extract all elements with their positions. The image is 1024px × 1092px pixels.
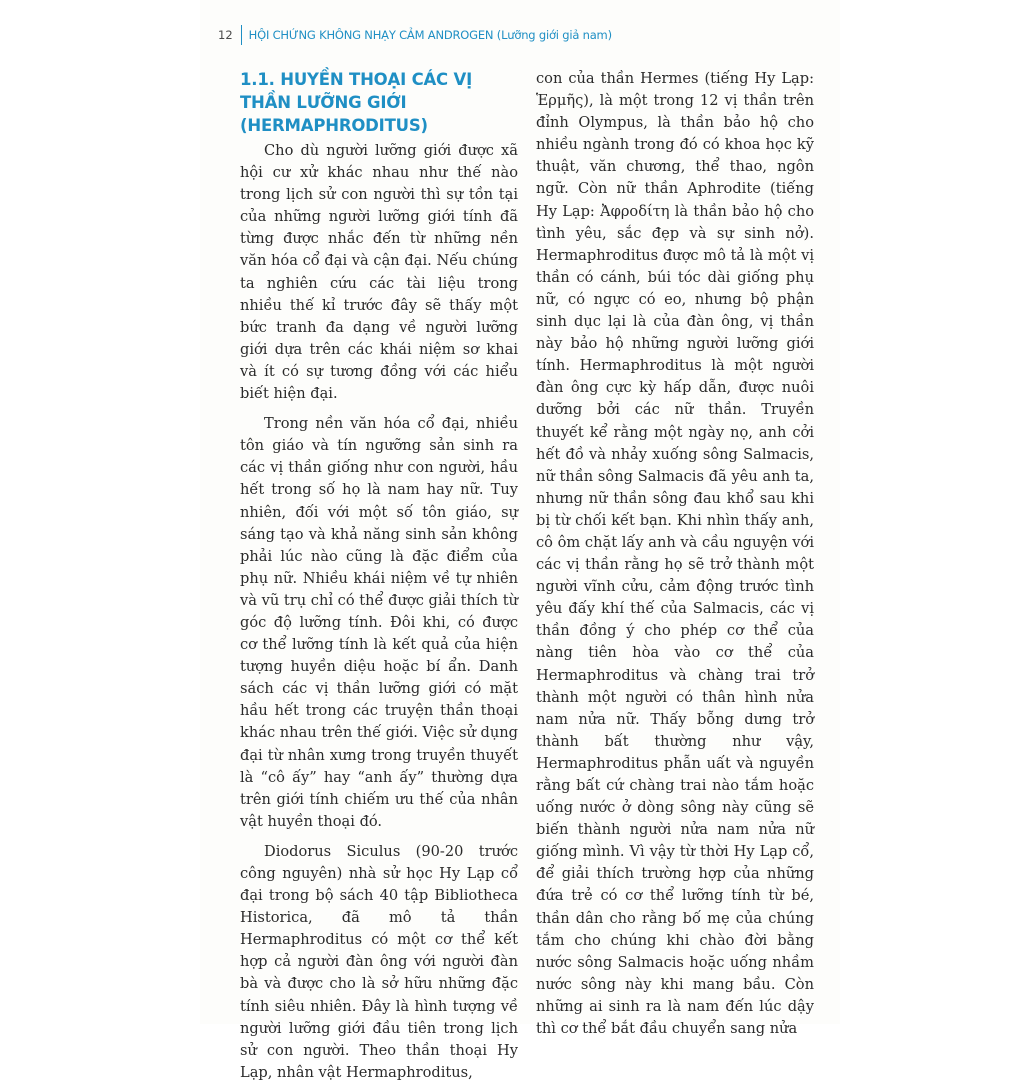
paragraph: Diodorus Siculus (90-20 trước công nguyên) nhà sử học Hy Lạp cổ đại trong bộ sách 40 tập Bibliotheca Historica, đã mô tả thần Hermaphroditus có một cơ thể kết hợp cả người đàn ông với người đàn bà và được cho là sở hữu những đặc tính siêu nhiên. Đây là hình tượng về người lưỡng giới đầu tiên trong lịch sử con người. Theo thần thoại Hy Lạp, nhân vật Hermaphroditus, — [240, 842, 518, 1081]
paragraph: Trong nền văn hóa cổ đại, nhiều tôn giáo và tín ngưỡng sản sinh ra các vị thần giống như con người, hầu hết trong số họ là nam hay nữ. Tuy nhiên, đối với một số tôn giáo, sự sáng tạo và khả năng sinh sản không phải lúc nào cũng là đặc điểm của phụ nữ. Nhiều khái niệm về tự nhiên và vũ trụ chỉ có thể được giải thích từ góc độ lưỡng tính. Đôi khi, có được cơ thể lưỡng tính là kết quả của hiện tượng huyền diệu hoặc bí ẩn. Danh sách các vị thần lưỡng giới có mặt hầu hết trong các truyện thần thoại khác nhau trên thế giới. Việc sử dụng đại từ nhân xưng trong truyền thuyết là “cô ấy” hay “anh ấy” thường dựa trên giới tính chiếm ưu thế của nhân vật huyền thoại đó. — [240, 415, 518, 830]
page-header — [218, 24, 612, 46]
paragraph: con của thần Hermes (tiếng Hy Lạp: Ἑρμῆς), là một trong 12 vị thần trên đỉnh Olympus, là thần bảo hộ cho nhiều ngành trong đó có khoa học kỹ thuật, văn chương, thể thao, ngôn ngữ. Còn nữ thần Aphrodite (tiếng Hy Lạp: Ἀφροδίτη là thần bảo hộ cho tình yêu, sắc đẹp và sự sinh nở). Hermaphroditus được mô tả là một vị thần có cánh, búi tóc dài giống phụ nữ, có ngực có eo, nhưng bộ phận sinh dục lại là của đàn ông, vị thần này bảo hộ những người lưỡng giới tính. Hermaphroditus là một người đàn ông cực kỳ hấp dẫn, được nuôi dưỡng bởi các nữ thần. Truyền thuyết kể rằng một ngày nọ, anh cởi hết đồ và nhảy xuống sông Salmacis, nữ thần sông Salmacis đã yêu anh ta, nhưng nữ thần sông đau khổ sau khi bị từ chối kết bạn. Khi nhìn thấy anh, cô ôm chặt lấy anh và cầu nguyện với các vị thần rằng họ sẽ trở thành một người vĩnh cửu, cảm động trước tình yêu đấy khí thế của Salmacis, các vị thần đồng ý cho phép cơ thể của nàng tiên hòa vào cơ thể của Hermaphroditus và chàng trai trở thành một người có thân hình nửa nam nửa nữ. Thấy bỗng dưng trở thành bất thường như vậy, Hermaphroditus phẫn uất và nguyền rằng bất cứ chàng trai nào tắm hoặc uống nước ở dòng sông này cũng sẽ biến thành người nửa nam nửa nữ giống mình. Vì vậy từ thời Hy Lạp cổ, để giải thích trường hợp của những đứa trẻ có cơ thể lưỡng tính từ bé, thần dân cho rằng bố mẹ của chúng tắm cho chúng khi chào đời bằng nước sông Salmacis hoặc uống nhầm nước sông này khi mang bầu. Còn những ai sinh ra là nam đến lúc dậy thì cơ thể bắt đầu chuyển sang nửa — [536, 70, 814, 1038]
paragraph: Cho dù người lưỡng giới được xã hội cư xử khác nhau như thế nào trong lịch sử con người thì sự tồn tại của những người lưỡng giới tính đã từng được nhắc đến từ những nền văn hóa cổ đại và cận đại. Nếu chúng ta nghiên cứu các tài liệu trong nhiều thế kỉ trước đây sẽ thấy một bức tranh đa dạng về người lưỡng giới dựa trên các khái niệm sơ khai và ít có sự tương đồng với các hiểu biết hiện đại. — [240, 142, 518, 403]
page-number: 12 — [218, 28, 233, 42]
header-divider — [241, 25, 242, 45]
section-title: 1.1. HUYỀN THOẠI CÁC VỊ THẦN LƯỠNG GIỚI (HERMAPHRODITUS) — [240, 70, 473, 135]
running-title: HỘI CHỨNG KHÔNG NHẠY CẢM ANDROGEN (Lưỡng giới giả nam) — [248, 28, 612, 42]
left-column — [240, 68, 518, 1092]
right-column — [536, 68, 814, 1048]
